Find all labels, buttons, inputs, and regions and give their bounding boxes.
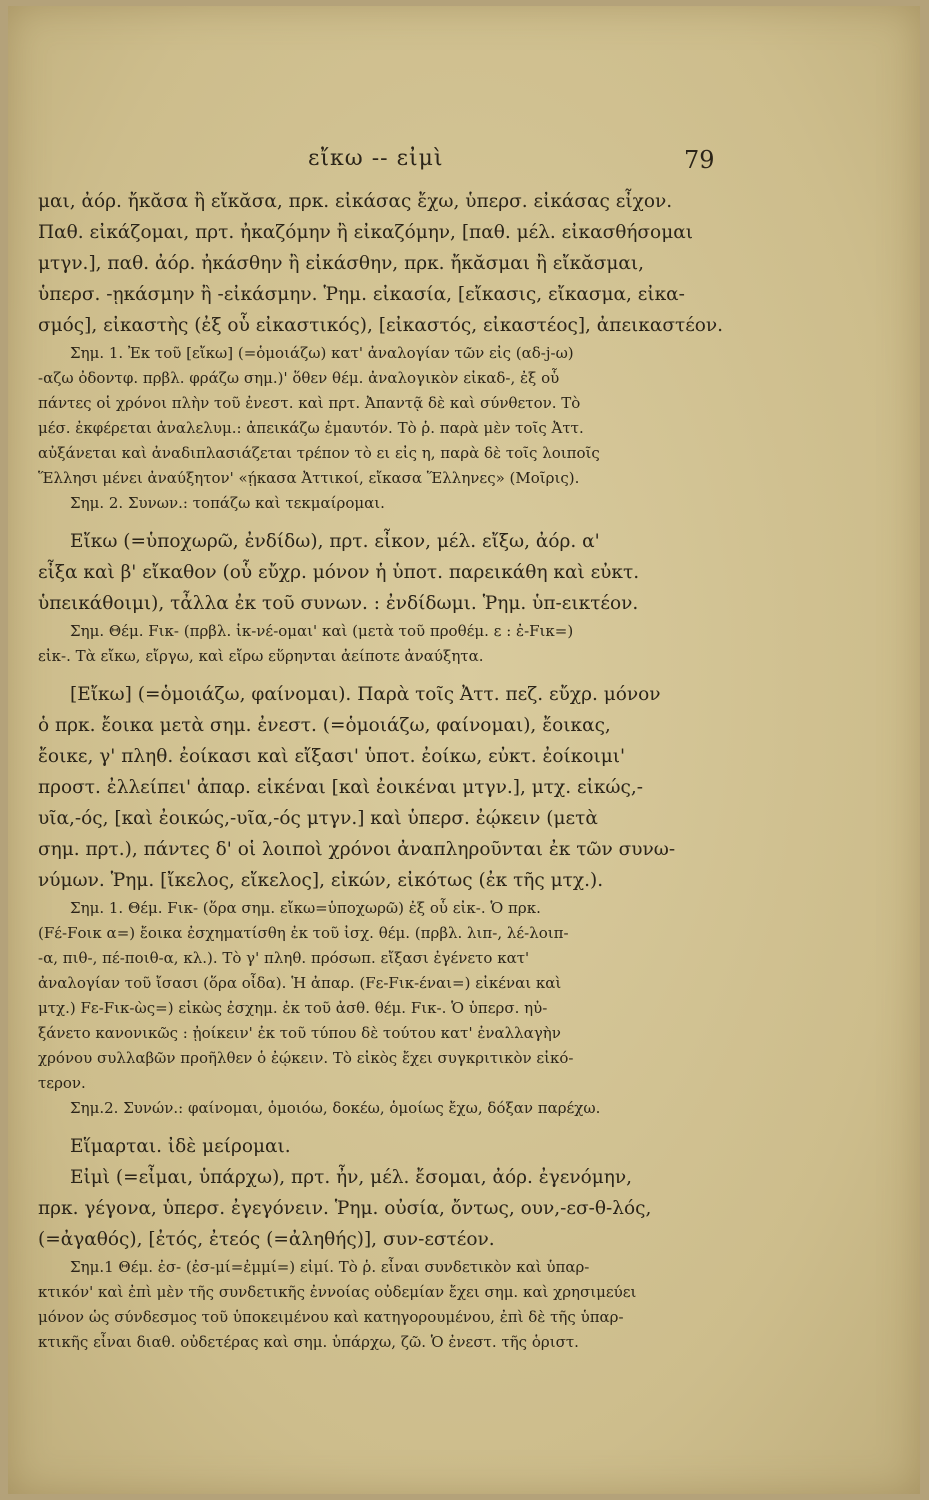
text-line: Σημ. Θέμ. Fικ- (πρβλ. ἱκ-νέ-ομαι' καὶ (μετὰ τοῦ προθέμ. ε : ἐ-Fικ=) xyxy=(70,622,574,640)
text-line: ὑπεικάθοιμι), τἆλλα ἐκ τοῦ συνων. : ἐνδίδωμι. Ῥημ. ὑπ-εικτέον. xyxy=(38,593,639,614)
text-line: μόνον ὡς σύνδεσμος τοῦ ὑποκειμένου καὶ κατηγορουμένου, ἐπὶ δὲ τῆς ὑπαρ- xyxy=(38,1308,624,1326)
text-line: ὁ πρκ. ἔοικα μετὰ σημ. ἐνεστ. (=ὁμοιάζω, φαίνομαι), ἔοικας, xyxy=(38,715,611,736)
text-line: ἀναλογίαν τοῦ ἴσασι (ὅρα οἶδα). Ἡ ἀπαρ. (Fε-Fικ-έναι=) εἰκέναι καὶ xyxy=(38,974,562,992)
text-line: μτγν.], παθ. ἀόρ. ἠκάσθην ἢ εἰκάσθην, πρκ. ἤκᾰσμαι ἢ εἴκᾰσμαι, xyxy=(38,253,644,274)
text-line: νύμων. Ῥημ. [ἴκελος, εἴκελος], εἰκών, εἰκότως (ἐκ τῆς μτχ.). xyxy=(38,870,604,891)
running-title: εἴκω -- εἰμὶ xyxy=(308,146,444,171)
text-line: -α, πιθ-, πέ-ποιθ-α, κλ.). Τὸ γ' πληθ. πρόσωπ. εἴξασι ἐγένετο κατ' xyxy=(38,949,530,967)
text-line: Σημ.2. Συνών.: φαίνομαι, ὁμοιόω, δοκέω, ὁμοίως ἔχω, δόξαν παρέχω. xyxy=(70,1099,601,1117)
text-line: μέσ. ἐκφέρεται ἀναλελυμ.: ἀπεικάζω ἐμαυτόν. Τὸ ῥ. παρὰ μὲν τοῖς Ἀττ. xyxy=(38,419,584,437)
text-line: πάντες οἱ χρόνοι πλὴν τοῦ ἐνεστ. καὶ πρτ. Ἀπαντᾷ δὲ καὶ σύνθετον. Τὸ xyxy=(38,394,581,412)
paragraph-gap xyxy=(38,516,728,526)
text-line: [Εἴκω] (=ὁμοιάζω, φαίνομαι). Παρὰ τοῖς Ἀττ. πεζ. εὔχρ. μόνον xyxy=(70,684,661,705)
paragraph-gap xyxy=(38,669,728,679)
book-page xyxy=(8,6,920,1494)
page-number: 79 xyxy=(684,146,715,174)
paragraph-gap xyxy=(38,1121,728,1131)
text-line: πρκ. γέγονα, ὑπερσ. ἐγεγόνειν. Ῥημ. οὐσία, ὄντως, ουν,-εσ-θ-λός, xyxy=(38,1198,652,1219)
text-line: αὐξάνεται καὶ ἀναδιπλασιάζεται τρέπον τὸ ει εἰς η, παρὰ δὲ τοῖς λοιποῖς xyxy=(38,444,600,462)
text-line: κτικῆς εἶναι διαθ. οὐδετέρας καὶ σημ. ὑπάρχω, ζῶ. Ὁ ἐνεστ. τῆς ὁριστ. xyxy=(38,1333,579,1351)
page-text xyxy=(38,186,728,1355)
text-line: μαι, ἀόρ. ἤκᾰσα ἢ εἴκᾰσα, πρκ. εἰκάσας ἔχω, ὑπερσ. εἰκάσας εἶχον. xyxy=(38,191,673,212)
text-line: ὑπερσ. -ῃκάσμην ἢ -εἰκάσμην. Ῥημ. εἰκασία, [εἴκασις, εἴκασμα, εἰκα- xyxy=(38,284,685,305)
text-line: υῖα,-ός, [καὶ ἐοικώς,-υῖα,-ός μτγν.] καὶ ὑπερσ. ἐῴκειν (μετὰ xyxy=(38,808,598,829)
text-line: σημ. πρτ.), πάντες δ' οἱ λοιποὶ χρόνοι ἀναπληροῦνται ἐκ τῶν συνω- xyxy=(38,839,676,860)
text-line: εἶξα καὶ β' εἴκαθον (οὗ εὔχρ. μόνον ἡ ὑποτ. παρεικάθη καὶ εὐκτ. xyxy=(38,562,640,583)
text-line: Παθ. εἰκάζομαι, πρτ. ἠκαζόμην ἢ εἰκαζόμην, [παθ. μέλ. εἰκασθήσομαι xyxy=(38,222,693,243)
text-line: (Fέ-Fοικ α=) ἔοικα ἐσχηματίσθη ἐκ τοῦ ἰσχ. θέμ. (πρβλ. λιπ-, λέ-λοιπ- xyxy=(38,924,569,942)
text-line: Σημ.1 Θέμ. ἐσ- (ἐσ-μί=ἐμμί=) εἰμί. Τὸ ῥ. εἶναι συνδετικὸν καὶ ὑπαρ- xyxy=(70,1258,590,1276)
text-line: Εἴκω (=ὑποχωρῶ, ἐνδίδω), πρτ. εἶκον, μέλ. εἴξω, ἀόρ. α' xyxy=(70,531,600,552)
text-line: Σημ. 2. Συνων.: τοπάζω καὶ τεκμαίρομαι. xyxy=(70,494,385,512)
text-line: Σημ. 1. Θέμ. Fικ- (ὅρα σημ. εἴκω=ὑποχωρῶ) ἐξ οὗ εἰκ-. Ὁ πρκ. xyxy=(70,899,541,917)
text-line: εἰκ-. Τὰ εἴκω, εἴργω, καὶ εἴρω εὕρηνται ἀείποτε ἀναύξητα. xyxy=(38,647,484,665)
text-line: χρόνου συλλαβῶν προῆλθεν ὁ ἐῴκειν. Τὸ εἰκὸς ἔχει συγκριτικὸν εἰκό- xyxy=(38,1049,574,1067)
text-line: Εἰμὶ (=εἶμαι, ὑπάρχω), πρτ. ἦν, μέλ. ἔσομαι, ἀόρ. ἐγενόμην, xyxy=(70,1167,632,1188)
text-line: -αζω ὀδοντφ. πρβλ. φράζω σημ.)' ὅθεν θέμ. ἀναλογικὸν εἰκαδ-, ἐξ οὗ xyxy=(38,369,560,387)
text-line: μτχ.) Fε-Fικ-ὼς=) εἰκὼς ἐσχημ. ἐκ τοῦ ἀσθ. θέμ. Fικ-. Ὁ ὑπερσ. ηὐ- xyxy=(38,999,548,1017)
text-line: ξάνετο κανονικῶς : ᾐοίκειν' ἐκ τοῦ τύπου δὲ τούτου κατ' ἐναλλαγὴν xyxy=(38,1024,561,1042)
page-header xyxy=(8,146,920,182)
text-line: Σημ. 1. Ἐκ τοῦ [εἴκω] (=ὁμοιάζω) κατ' ἀναλογίαν τῶν εἰς (αδ-j-ω) xyxy=(70,344,574,362)
text-line: προστ. ἐλλείπει' ἀπαρ. εἰκέναι [καὶ ἐοικέναι μτγν.], μτχ. εἰκώς,- xyxy=(38,777,643,798)
text-line: Εἵμαρται. ἰδὲ μείρομαι. xyxy=(70,1136,291,1157)
text-line: Ἕλλησι μένει ἀναύξητον' «ῄκασα Ἀττικοί, εἴκασα Ἕλληνες» (Μοῖρις). xyxy=(38,469,580,487)
text-line: σμός], εἰκαστὴς (ἐξ οὗ εἰκαστικός), [εἰκαστός, εἰκαστέος], ἀπεικαστέον. xyxy=(38,315,724,336)
text-line: κτικόν' καὶ ἐπὶ μὲν τῆς συνδετικῆς ἐννοίας οὐδεμίαν ἔχει σημ. καὶ χρησιμεύει xyxy=(38,1283,637,1301)
text-line: τερον. xyxy=(38,1074,86,1092)
text-line: (=ἀγαθός), [ἐτός, ἐτεός (=ἀληθής)], συν-εστέον. xyxy=(38,1229,495,1250)
text-line: ἔοικε, γ' πληθ. ἐοίκασι καὶ εἴξασι' ὑποτ. ἐοίκω, εὐκτ. ἐοίκοιμι' xyxy=(38,746,626,767)
